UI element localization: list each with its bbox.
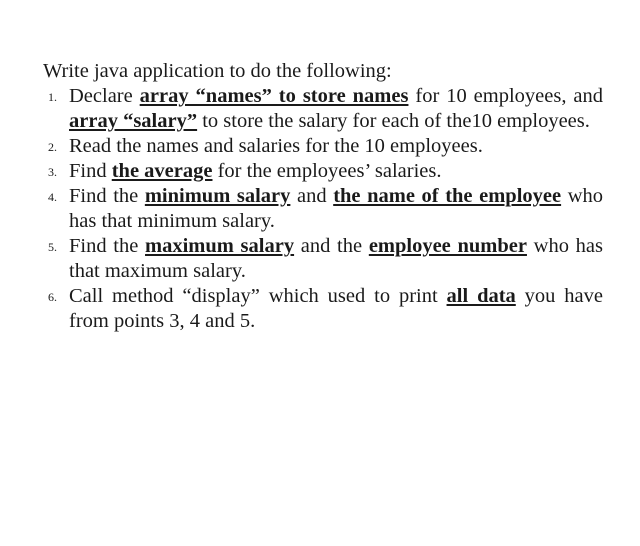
task-item — [43, 84, 603, 134]
task-text: and — [290, 185, 334, 207]
task-text: Find the — [69, 235, 146, 257]
task-text: Declare — [69, 85, 140, 107]
task-text: for the employees’ salaries. — [212, 160, 442, 182]
emphasized-text: the name of the employee — [333, 185, 562, 207]
task-item — [43, 184, 603, 234]
task-text: Read the names and salaries for the 10 employees. — [69, 135, 483, 157]
task-text: who has that maximum salary. — [69, 235, 603, 282]
task-list — [43, 84, 603, 334]
emphasized-text: maximum salary — [145, 235, 295, 257]
task-number: 3. — [48, 165, 57, 179]
task-number: 5. — [48, 240, 57, 254]
emphasized-text: the average — [111, 160, 213, 182]
task-item — [43, 234, 603, 284]
task-text: Find — [69, 160, 112, 182]
task-text: who has that minimum salary. — [69, 185, 603, 232]
task-item — [43, 159, 603, 184]
task-text: and the — [294, 235, 369, 257]
task-number: 4. — [48, 190, 57, 204]
emphasized-text: array “salary” — [69, 110, 198, 132]
task-number: 1. — [48, 90, 57, 104]
task-text: Find the — [69, 185, 145, 207]
task-item — [43, 284, 603, 334]
task-number: 2. — [48, 140, 57, 154]
intro-text: Write java application to do the following: — [43, 60, 392, 82]
emphasized-text: array “names” to store names — [139, 85, 409, 107]
task-text: you have from points 3, 4 and 5. — [69, 285, 603, 332]
task-item — [43, 134, 603, 159]
task-text: for 10 employees, and — [408, 85, 604, 107]
emphasized-text: minimum salary — [144, 185, 291, 207]
emphasized-text: all data — [446, 285, 516, 307]
task-number: 6. — [48, 290, 57, 304]
emphasized-text: employee number — [368, 235, 527, 257]
task-text: to store the salary for each of the10 employees. — [197, 110, 590, 132]
task-text: Call method “display” which used to print — [69, 285, 447, 307]
assignment-document — [43, 58, 603, 334]
